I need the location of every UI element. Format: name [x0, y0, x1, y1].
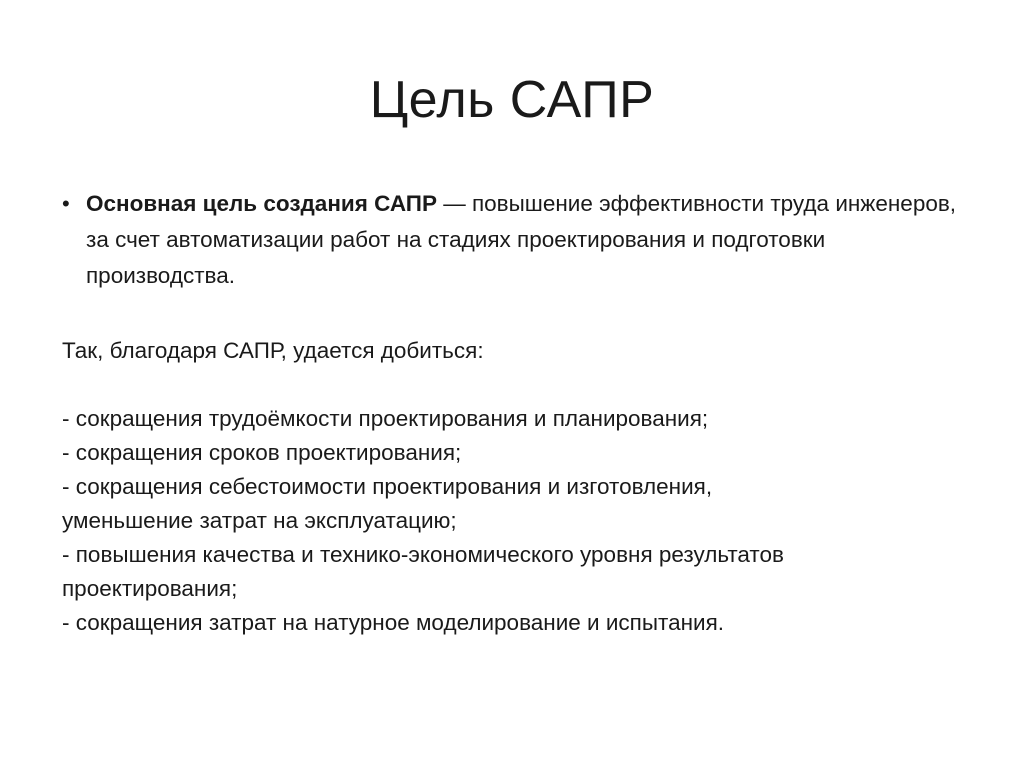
- bullet-text: [86, 186, 972, 294]
- intro-line: Так, благодаря САПР, удается добиться:: [62, 338, 484, 363]
- list-line: - сокращения затрат на натурное моделирование и испытания.: [62, 610, 725, 635]
- slide-title: Цель САПР: [369, 71, 655, 129]
- list-line: - сокращения трудоёмкости проектирования и планирования;: [62, 406, 709, 431]
- bullet-bold-lead: Основная цель создания САПР: [86, 191, 437, 216]
- blank-line: [62, 368, 982, 402]
- list-line: - сокращения себестоимости проектирования и изготовления,: [62, 474, 713, 499]
- bullet-rest: — повышение эффективности труда инженеров, за счет автоматизации работ на стадиях проектирования и подготовки производства.: [86, 191, 957, 288]
- bullet-paragraph: [62, 186, 972, 294]
- bullet-marker: •: [62, 191, 70, 216]
- list-line: уменьшение затрат на эксплуатацию;: [62, 508, 457, 533]
- list-line: - повышения качества и технико-экономического уровня результатов: [62, 542, 784, 567]
- list-line: - сокращения сроков проектирования;: [62, 440, 462, 465]
- list-line: проектирования;: [62, 576, 238, 601]
- body-text: [62, 334, 982, 640]
